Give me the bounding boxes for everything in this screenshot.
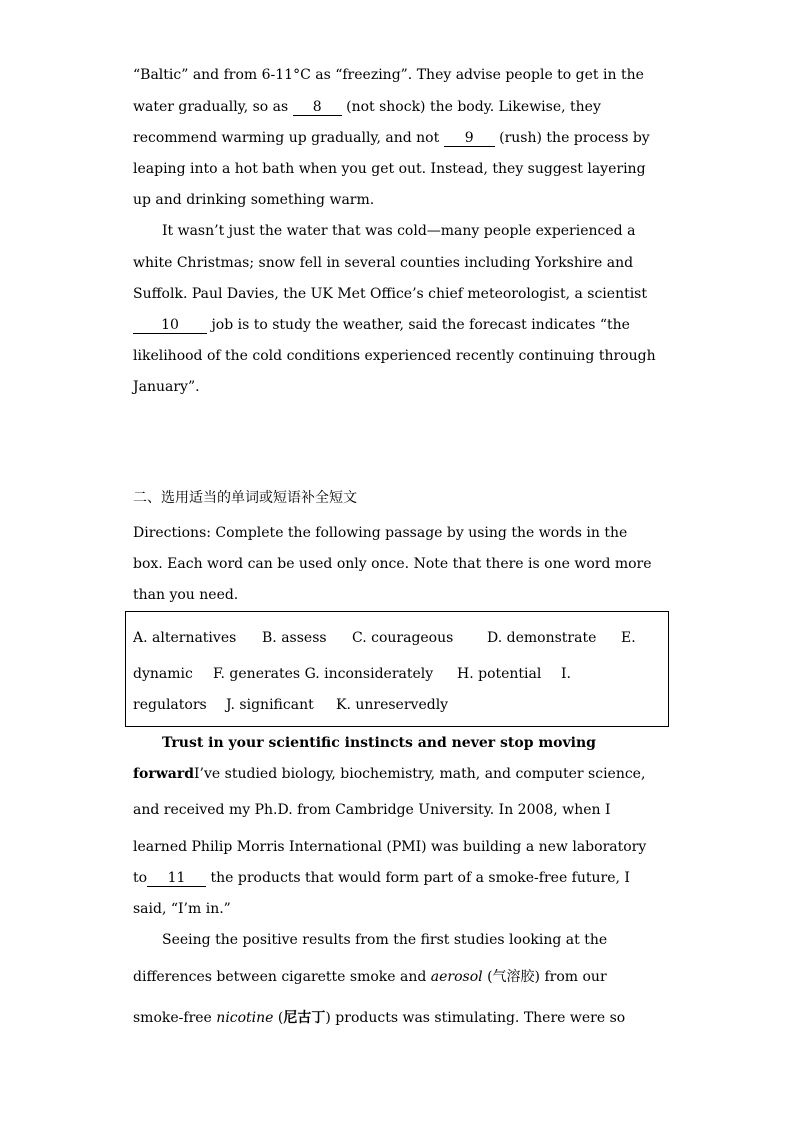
passage-a-line-3 xyxy=(133,129,650,147)
text: to xyxy=(133,870,148,886)
passage-b-line-5: said, “I’m in.” xyxy=(133,901,231,917)
passage-a-line-7: white Christmas; snow fell in several counties including Yorkshire and xyxy=(133,255,634,271)
term-aerosol: aerosol xyxy=(430,969,483,985)
gloss: 尼古丁 xyxy=(283,1010,326,1026)
passage-a-line-1: “Baltic” and from 6-11°C as “freezing”. They advise people to get in the xyxy=(133,67,644,83)
word-box-item: I. xyxy=(561,666,571,682)
blank-9: 9 xyxy=(444,131,495,147)
passage-b-line-3: learned Philip Morris International (PMI) was building a new laboratory xyxy=(133,839,647,855)
blank-10: 10 xyxy=(133,318,207,334)
passage-b-title-end: forward xyxy=(133,766,195,782)
passage-a-line-8: Suffolk. Paul Davies, the UK Met Office’s chief meteorologist, a scientist xyxy=(133,286,647,302)
gloss: (气溶胶) from our xyxy=(482,969,607,985)
passage-b-title: Trust in your scientific instincts and never stop moving xyxy=(162,735,596,751)
word-box-item: B. assess xyxy=(262,630,327,646)
directions-line-1: Directions: Complete the following passage by using the words in the xyxy=(133,525,628,541)
section-2-heading: 二、选用适当的单词或短语补全短文 xyxy=(133,490,357,506)
text: water gradually, so as xyxy=(133,99,293,115)
text: ) products was stimulating. There were so xyxy=(325,1010,626,1026)
word-box-item: J. significant xyxy=(226,697,314,713)
passage-b-line-8 xyxy=(133,1009,625,1027)
text: recommend warming up gradually, and not xyxy=(133,130,444,146)
passage-b-line-1 xyxy=(133,765,645,783)
passage-b-line-7 xyxy=(133,968,607,986)
directions-line-2: box. Each word can be used only once. Note that there is one word more xyxy=(133,556,652,572)
blank-11: 11 xyxy=(147,871,206,887)
word-box-item: dynamic xyxy=(133,666,193,682)
word-box-item: A. alternatives xyxy=(133,630,237,646)
word-box-item: C. courageous xyxy=(352,630,454,646)
text: differences between cigarette smoke and xyxy=(133,969,431,985)
passage-a-line-5: up and drinking something warm. xyxy=(133,192,375,208)
passage-b-line-4 xyxy=(133,869,630,887)
word-box-item: F. generates G. inconsiderately xyxy=(213,666,434,682)
text: ( xyxy=(273,1010,284,1026)
passage-a-line-6: It wasn’t just the water that was cold—many people experienced a xyxy=(162,223,636,239)
text: I’ve studied biology, biochemistry, math, and computer science, xyxy=(194,766,646,782)
passage-a-line-4: leaping into a hot bath when you get out. Instead, they suggest layering xyxy=(133,161,646,177)
text: (not shock) the body. Likewise, they xyxy=(341,99,601,115)
passage-a-line-9 xyxy=(133,316,630,334)
word-box-item: H. potential xyxy=(457,666,542,682)
text: smoke-free xyxy=(133,1010,217,1026)
word-box-item: D. demonstrate xyxy=(487,630,597,646)
blank-8: 8 xyxy=(293,100,342,116)
passage-b-line-2: and received my Ph.D. from Cambridge University. In 2008, when I xyxy=(133,802,611,818)
word-box-item: K. unreservedly xyxy=(336,697,449,713)
term-nicotine: nicotine xyxy=(216,1010,274,1026)
text: (rush) the process by xyxy=(494,130,650,146)
directions-line-3: than you need. xyxy=(133,587,239,603)
passage-b-line-6: Seeing the positive results from the first studies looking at the xyxy=(162,932,608,948)
word-box-item: regulators xyxy=(133,697,207,713)
word-box-item: E. xyxy=(621,630,636,646)
passage-a-line-2 xyxy=(133,98,601,116)
passage-a-line-10: likelihood of the cold conditions experienced recently continuing through xyxy=(133,348,656,364)
passage-a-line-11: January”. xyxy=(133,379,200,395)
text: the products that would form part of a smoke-free future, I xyxy=(206,870,630,886)
text: job is to study the weather, said the forecast indicates “the xyxy=(207,317,630,333)
